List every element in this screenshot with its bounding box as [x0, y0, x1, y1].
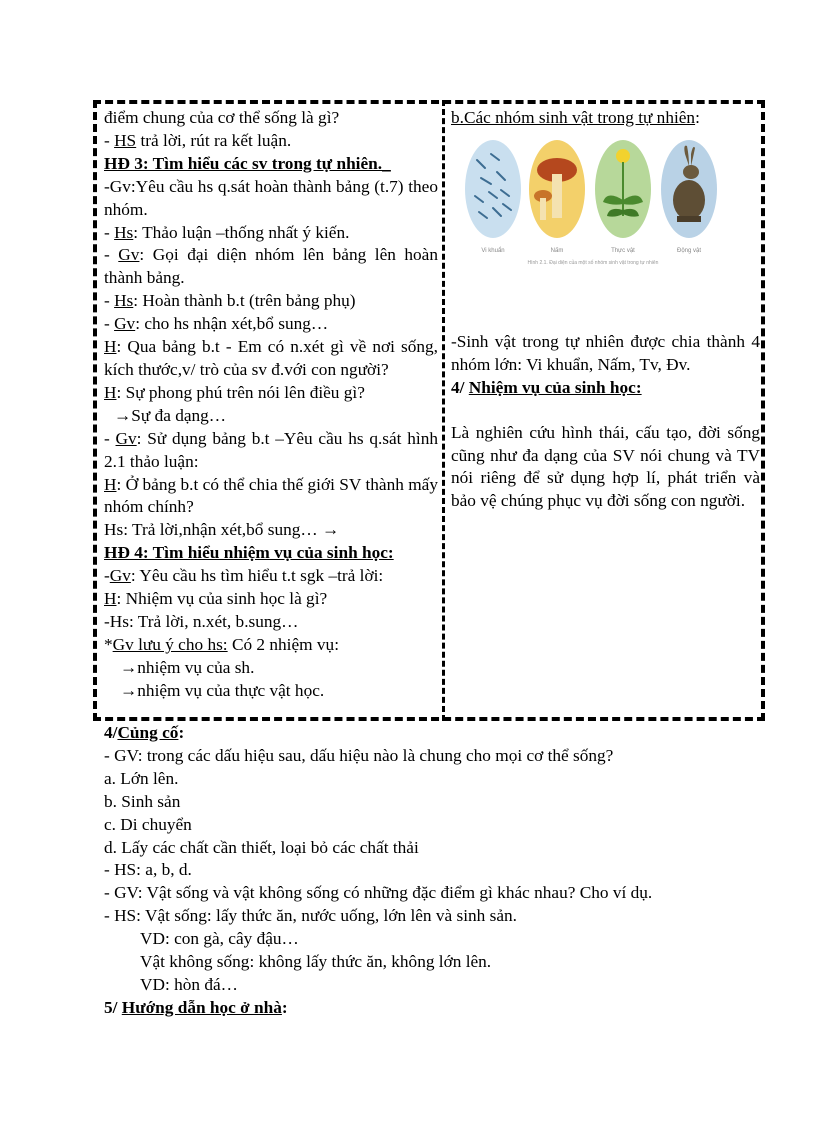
- review-line: - HS: a, b, d.: [104, 860, 192, 880]
- left-line: H: Sự phong phú trên nói lên điều gì?: [104, 382, 365, 402]
- left-line: -Hs: Trả lời, n.xét, b.sung…: [104, 611, 299, 631]
- left-line: Hs: Trả lời,nhận xét,bổ sung… →: [104, 520, 340, 540]
- left-line: -Gv: Yêu cầu hs tìm hiểu t.t sgk –trả lời:: [104, 566, 384, 586]
- left-line: →Sự đa dạng…: [114, 405, 227, 425]
- bacteria-image: [465, 140, 521, 238]
- left-line: - Gv: Gọi đại diện nhóm lên bảng lên hoàn thành bảng.: [104, 245, 438, 288]
- left-line: →nhiệm vụ của sh.: [120, 657, 255, 677]
- review-option: d. Lấy các chất cần thiết, loại bỏ các chất thải: [104, 837, 419, 857]
- table-column-divider: [442, 100, 445, 721]
- left-line: điểm chung của cơ thể sống là gì?: [104, 108, 340, 127]
- left-line: - Hs: Thảo luận –thống nhất ý kiến.: [104, 222, 350, 242]
- review-line: - GV: Vật sống và vật không sống có những đặc điểm gì khác nhau? Cho ví dụ.: [104, 883, 653, 903]
- figure-label-animal: Động vật: [676, 247, 701, 254]
- left-line: *Gv lưu ý cho hs: Có 2 nhiệm vụ:: [104, 634, 339, 654]
- right-paragraph: Là nghiên cứu hình thái, cấu tạo, đời sống cũng như đa dạng của SV nói chung và TV nói riêng để sử dụng hợp lí, phát triển và bảo vệ chúng phục vụ đời sống con người.: [451, 422, 760, 511]
- left-line: - HS trả lời, rút ra kết luận.: [104, 130, 292, 150]
- review-line: - GV: trong các dấu hiệu sau, dấu hiệu nào là chung cho mọi cơ thể sống?: [104, 745, 614, 765]
- left-line: H: Ở bảng b.t có thể chia thế giới SV thành mấy nhóm chính?: [104, 474, 438, 517]
- figure-label-fungi: Nấm: [550, 247, 564, 254]
- activity-3-heading: HĐ 3: Tìm hiểu các sv trong tự nhiên._: [104, 153, 391, 173]
- activity-4-heading: HĐ 4: Tìm hiểu nhiệm vụ của sinh học:: [104, 543, 394, 563]
- right-paragraph: -Sinh vật trong tự nhiên được chia thành 4 nhóm lớn: Vi khuẩn, Nấm, Tv, Đv.: [451, 331, 760, 374]
- rabbit-image: [661, 140, 717, 238]
- review-example: VD: con gà, cây đậu…: [140, 929, 299, 949]
- table-left-cell: [104, 107, 438, 703]
- review-option: c. Di chuyển: [104, 814, 192, 834]
- review-line: - HS: Vật sống: lấy thức ăn, nước uống, lớn lên và sinh sản.: [104, 906, 517, 926]
- left-line: →nhiệm vụ của thực vật học.: [120, 680, 325, 700]
- figure-label-plant: Thực vật: [611, 247, 635, 254]
- left-line: - Gv: Sử dụng bảng b.t –Yêu cầu hs q.sát hình 2.1 thảo luận:: [104, 428, 438, 471]
- review-example: VD: hòn đá…: [140, 974, 238, 994]
- left-line: - Hs: Hoàn thành b.t (trên bảng phụ): [104, 291, 356, 311]
- review-option: b. Sinh sản: [104, 791, 181, 811]
- homework-heading: 5/ Hướng dẫn học ở nhà:: [104, 997, 288, 1017]
- fungi-image: [529, 140, 585, 238]
- left-line: H: Qua bảng b.t - Em có n.xét gì về nơi sống, kích thước,v/ trò của sv đ.với con người?: [104, 337, 438, 379]
- table-right-cell: [451, 107, 760, 513]
- plant-image: [595, 140, 651, 238]
- left-line: H: Nhiệm vụ của sinh học là gì?: [104, 589, 328, 609]
- review-heading: 4/Củng cố:: [104, 723, 185, 742]
- section-4-heading: 4/ Nhiệm vụ của sinh học:: [451, 377, 642, 397]
- left-line: - Gv: cho hs nhận xét,bổ sung…: [104, 314, 329, 334]
- review-option: a. Lớn lên.: [104, 768, 179, 788]
- left-line: -Gv:Yêu cầu hs q.sát hoàn thành bảng (t.7) theo nhóm.: [104, 176, 438, 219]
- section-b-heading: b.Các nhóm sinh vật trong tự nhiên:: [451, 108, 700, 127]
- figure-label-bacteria: Vi khuẩn: [481, 247, 505, 254]
- review-example: Vật không sống: không lấy thức ăn, không lớn lên.: [140, 952, 492, 972]
- figure-caption: Hình 2.1. Đại diện của một số nhóm sinh vật trong tự nhiên: [527, 259, 659, 266]
- review-section: [104, 722, 744, 1020]
- organism-groups-figure: [465, 140, 717, 265]
